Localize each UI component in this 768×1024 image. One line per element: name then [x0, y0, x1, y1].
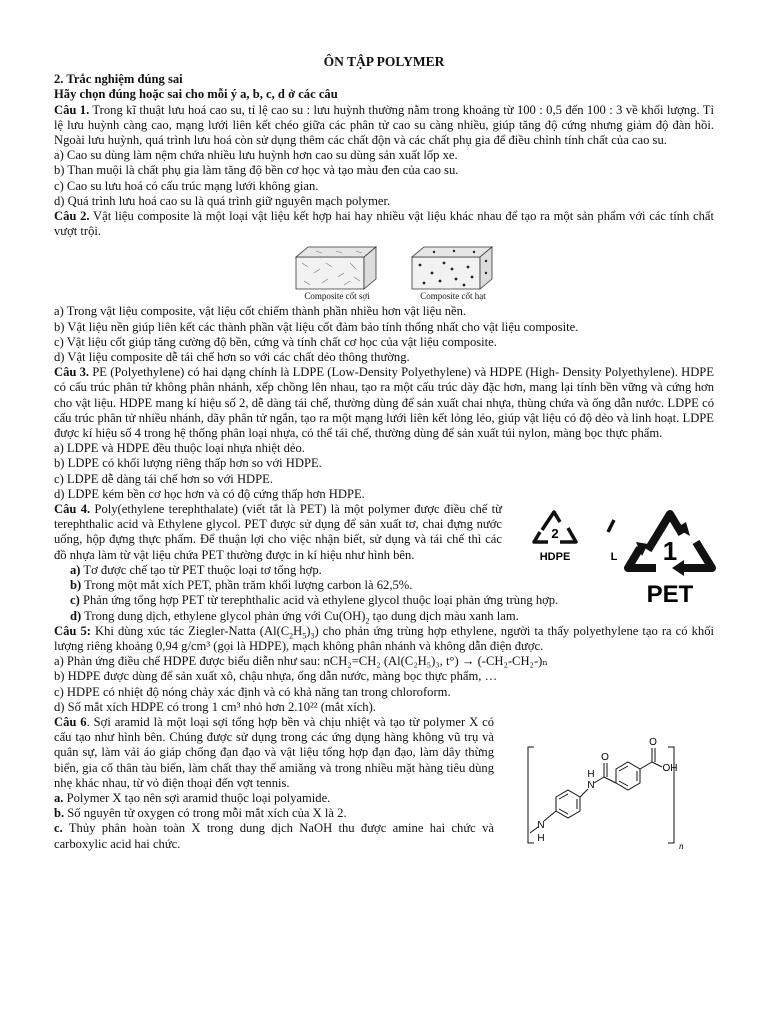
q2-option-c: c) Vật liệu cốt giúp tăng cường độ bền, cứng và tính chất cơ học của vật liệu composite.: [54, 334, 497, 349]
q3-option-c: c) LDPE dễ dàng tái chế hơn so với HDPE.: [54, 471, 273, 486]
q4-label: Câu 4.: [54, 502, 91, 517]
struct-n-subscript: n: [679, 840, 684, 851]
pet-number: 1: [662, 536, 678, 567]
q4-c-label: c): [70, 593, 80, 608]
q5-option-b: b) HDPE được dùng để sản xuất xô, chậu nhựa, ống dẫn nước, màng bọc thực phẩm, …: [54, 669, 498, 684]
question-6: [54, 715, 494, 791]
q6-option-c: [54, 821, 494, 851]
q3-option-d: d) LDPE kém bền cơ học hơn và có độ cứng thấp hơn HDPE.: [54, 486, 365, 501]
q3-label: Câu 3.: [54, 365, 90, 380]
document-page: [54, 54, 714, 852]
q6-text-column: [54, 715, 494, 852]
q1-label: Câu 1.: [54, 102, 90, 117]
q1-option-c: c) Cao su lưu hoá có cấu trúc mạng lưới không gian.: [54, 178, 319, 193]
hdpe-number: 2: [551, 526, 559, 542]
recycle-symbols-icon: [524, 498, 736, 616]
fiber-composite-caption: Composite cốt sợi: [304, 291, 370, 302]
struct-h-upper: H: [587, 768, 595, 780]
question-3: [54, 365, 714, 441]
q6-label: Câu 6: [54, 714, 87, 729]
hdpe-label: HDPE: [539, 551, 571, 564]
fiber-composite-cube-icon: [292, 243, 382, 291]
q6-b-label: b.: [54, 806, 65, 821]
q4-a-text: Tơ được chế tạo từ PET thuộc loại tơ tổng hợp.: [80, 562, 322, 577]
instruction: Hãy chọn đúng hoặc sai cho mỗi ý a, b, c, d ở các câu: [54, 87, 338, 102]
q5-option-d: d) Số mắt xích HDPE có trong 1 cm³ nhỏ hơn 2.10²² (mắt xích).: [54, 699, 376, 714]
q4-option-d: d) Trong dung dịch, ethylene glycol phản ứng với $Cu(OH)_2$ tạo dung dịch màu xanh lam.: [70, 608, 519, 626]
q4-b-label: b): [70, 578, 82, 593]
recycling-symbols: [502, 502, 714, 609]
q4-a-label: a): [70, 562, 81, 577]
section-heading: 2. Trắc nghiệm đúng sai: [54, 72, 183, 87]
q4-c-text: Phản ứng tổng hợp PET từ terephthalic acid và ethylene glycol thuộc loại phản ứng trùng hợp.: [79, 593, 559, 608]
particle-composite-cube-icon: [408, 243, 498, 291]
struct-n-lower: N: [537, 819, 545, 831]
q4-d-text-pre: Trong dung dịch, ethylene glycol phản ứng với Cu(OH): [81, 608, 366, 623]
question-4: [54, 502, 502, 563]
q1-option-a: a) Cao su dùng làm nệm chứa nhiều lưu huỳnh hơn cao su dùng sản xuất lốp xe.: [54, 148, 458, 163]
q4-text-column: [54, 502, 502, 563]
q2-option-a: a) Trong vật liệu composite, vật liệu cốt chiếm thành phần nhiều hơn vật liệu nền.: [54, 304, 467, 319]
particle-composite: [408, 243, 498, 302]
q2-text: Vật liệu composite là một loại vật liệu kết hợp hai hay nhiều vật liệu khác nhau để tạo ra một sản phẩm với các tính chất vượt trội.: [54, 209, 714, 239]
composite-figure: [292, 243, 714, 302]
q6-option-b: [54, 806, 494, 821]
q3-text: PE (Polyethylene) có hai dạng chính là LDPE (Low-Density Polyethylene) và HDPE (High- Density Polyethylene). HDPE có cấu trúc phân tử không phân nhánh, xếp chồng lên nhau, tạo ra một cấu trúc dày đặc hơn, mang lại tính bền vững và cứng hơn cho vật liệu. HDPE mang kí hiệu số 2, dễ dàng tái chế, thường dùng để sản xuất chai nhựa, thùng chứa và ống dẫn nước. LDPE có cấu trúc phân tử nhiều nhánh, dãy phân tử ngắn, tạo ra một mạng lưới liên kết lỏng lẻo, giúp vật liệu có độ dẻo và linh hoạt. LDPE được kí hiệu số 4 trong hệ thống phân loại nhựa, có thể tái chế, thường dùng để sản xuất túi nylon, màng bọc thực phẩm.: [54, 365, 714, 441]
q2-label: Câu 2.: [54, 209, 90, 224]
question-5: Câu 5: Khi dùng xúc tác Ziegler-Natta $(Al(C_2H_5)_3)$ cho phản ứng trùng hợp ethylene, người ta thấy polyethylene tạo ra có khối lượng riêng khoảng 0,94 g/cm³ (gọi là HDPE), mạch không phân nhánh và không dẫn điện được.: [54, 623, 714, 653]
q2-option-b: b) Vật liệu nền giúp liên kết các thành phần vật liệu cốt đảm bảo tính thống nhất cho vật liệu composite.: [54, 319, 579, 334]
struct-n-upper: N: [587, 779, 595, 791]
q3-option-a: a) LDPE và HDPE đều thuộc loại nhựa nhiệt dẻo.: [54, 441, 305, 456]
q1-option-b: b) Than muội là chất phụ gia làm tăng độ bền cơ học và tạo màu đen của cao su.: [54, 163, 459, 178]
q6-text: . Sợi aramid là một loại sợi tổng hợp bền và chịu nhiệt và tạo từ polymer X có cấu tạo như hình bên. Chúng được sử dụng trong các ứng dụng hàng không vũ trụ và quân sự, làm vải áo giáp chống đạn đạo và vật liệu tổng hợp đạn đạo, làm dây thừng biển, gia cố thân tàu biển, làm chất thay thế amiăng và trong nhiều mặt hàng tiêu dùng nhẹ khác nhau, từ vỏ điện thoại đến vợt tennis.: [54, 714, 494, 790]
q1-option-d: d) Quá trình lưu hoá cao su là quá trình giữ nguyên mạch polymer.: [54, 193, 391, 208]
q6-b-text: Số nguyên tử oxygen có trong mỗi mắt xích của X là 2.: [64, 806, 347, 821]
particle-composite-caption: Composite cốt hạt: [420, 291, 486, 302]
question-1: [54, 103, 714, 149]
q4-d-text-post: tạo dung dịch màu xanh lam.: [369, 608, 519, 623]
q5-option-a: a) Phản ứng điều chế HDPE được biểu diễn như sau: nCH₂=CH₂ (Al(C₂H₅)₃, t°) → (-CH₂-CH₂-)ₙ: [54, 654, 548, 669]
ldpe-label: L: [610, 551, 618, 564]
question-2: [54, 209, 714, 239]
q4-b-text: Trong một mắt xích PET, phần trăm khối lượng carbon là 62,5%.: [81, 578, 413, 593]
fiber-composite: [292, 243, 382, 302]
q6-a-text: Polymer X tạo nên sợi aramid thuộc loại polyamide.: [63, 790, 331, 805]
q5-text-post: ) cho phản ứng trùng hợp ethylene, người ta thấy polyethylene tạo ra có khối lượng riêng khoảng 0,94 g/cm³ (gọi là HDPE), mạch không phân nhánh và không dẫn điện được.: [54, 623, 714, 653]
q6-c-text: Thủy phân hoàn toàn X trong dung dịch NaOH thu được amine hai chức và carboxylic acid hai chức.: [54, 821, 494, 851]
q2-option-d: d) Vật liệu composite dễ tái chế hơn so với các chất dẻo thông thường.: [54, 350, 410, 365]
q3-option-b: b) LDPE có khối lượng riêng thấp hơn so với HDPE.: [54, 456, 322, 471]
aramid-structure-icon: [522, 717, 722, 859]
q1-text: Trong kĩ thuật lưu hoá cao su, tỉ lệ cao su : lưu huỳnh thường nằm trong khoảng từ 100 : 0,5 đến 100 : 3 về khối lượng. Tỉ lệ lưu huỳnh càng cao, mạng lưới liên kết chéo giữa các phân tử cao su càng nhiều, giúp tăng độ cứng nhưng giảm độ đàn hồi. Ngoài lưu huỳnh, quá trình lưu hoá còn sử dụng thêm các chất độn và các chất phụ gia để điều chỉnh tính chất của cao su.: [54, 102, 714, 148]
q5-text-pre: Khi dùng xúc tác Ziegler-Natta (Al(C: [90, 623, 290, 638]
q4-d-label: d): [70, 608, 82, 623]
q5-label: Câu 5:: [54, 623, 91, 638]
struct-o-amide: O: [601, 751, 609, 763]
struct-o-acid: O: [649, 736, 657, 748]
q6-c-label: c.: [54, 821, 63, 836]
question-6-block: [54, 715, 714, 852]
pet-label: PET: [646, 581, 694, 609]
page-title: ÔN TẬP POLYMER: [323, 54, 445, 69]
struct-h-lower: H: [537, 832, 545, 844]
q4-text: Poly(ethylene terephthalate) (viết tắt là PET) là một polymer được điều chế từ terephthalic acid và Ethylene glycol. PET được sử dụng để sản xuất tơ, chai đựng nước uống, hộp đựng thực phẩm. Để thuận lợi cho việc nhận biết, sử dụng và tái chế thì các đồ nhựa làm từ vật liệu chứa PET thường được in kí hiệu như hình bên.: [54, 502, 502, 562]
q6-option-a: [54, 791, 494, 806]
q5-text-mid: H: [293, 623, 303, 638]
q5-option-c: c) HDPE có nhiệt độ nóng chảy xác định và có khả năng tan trong chloroform.: [54, 684, 451, 699]
q6-a-label: a.: [54, 790, 64, 805]
aramid-structure: [494, 715, 714, 852]
struct-oh: OH: [662, 762, 678, 774]
